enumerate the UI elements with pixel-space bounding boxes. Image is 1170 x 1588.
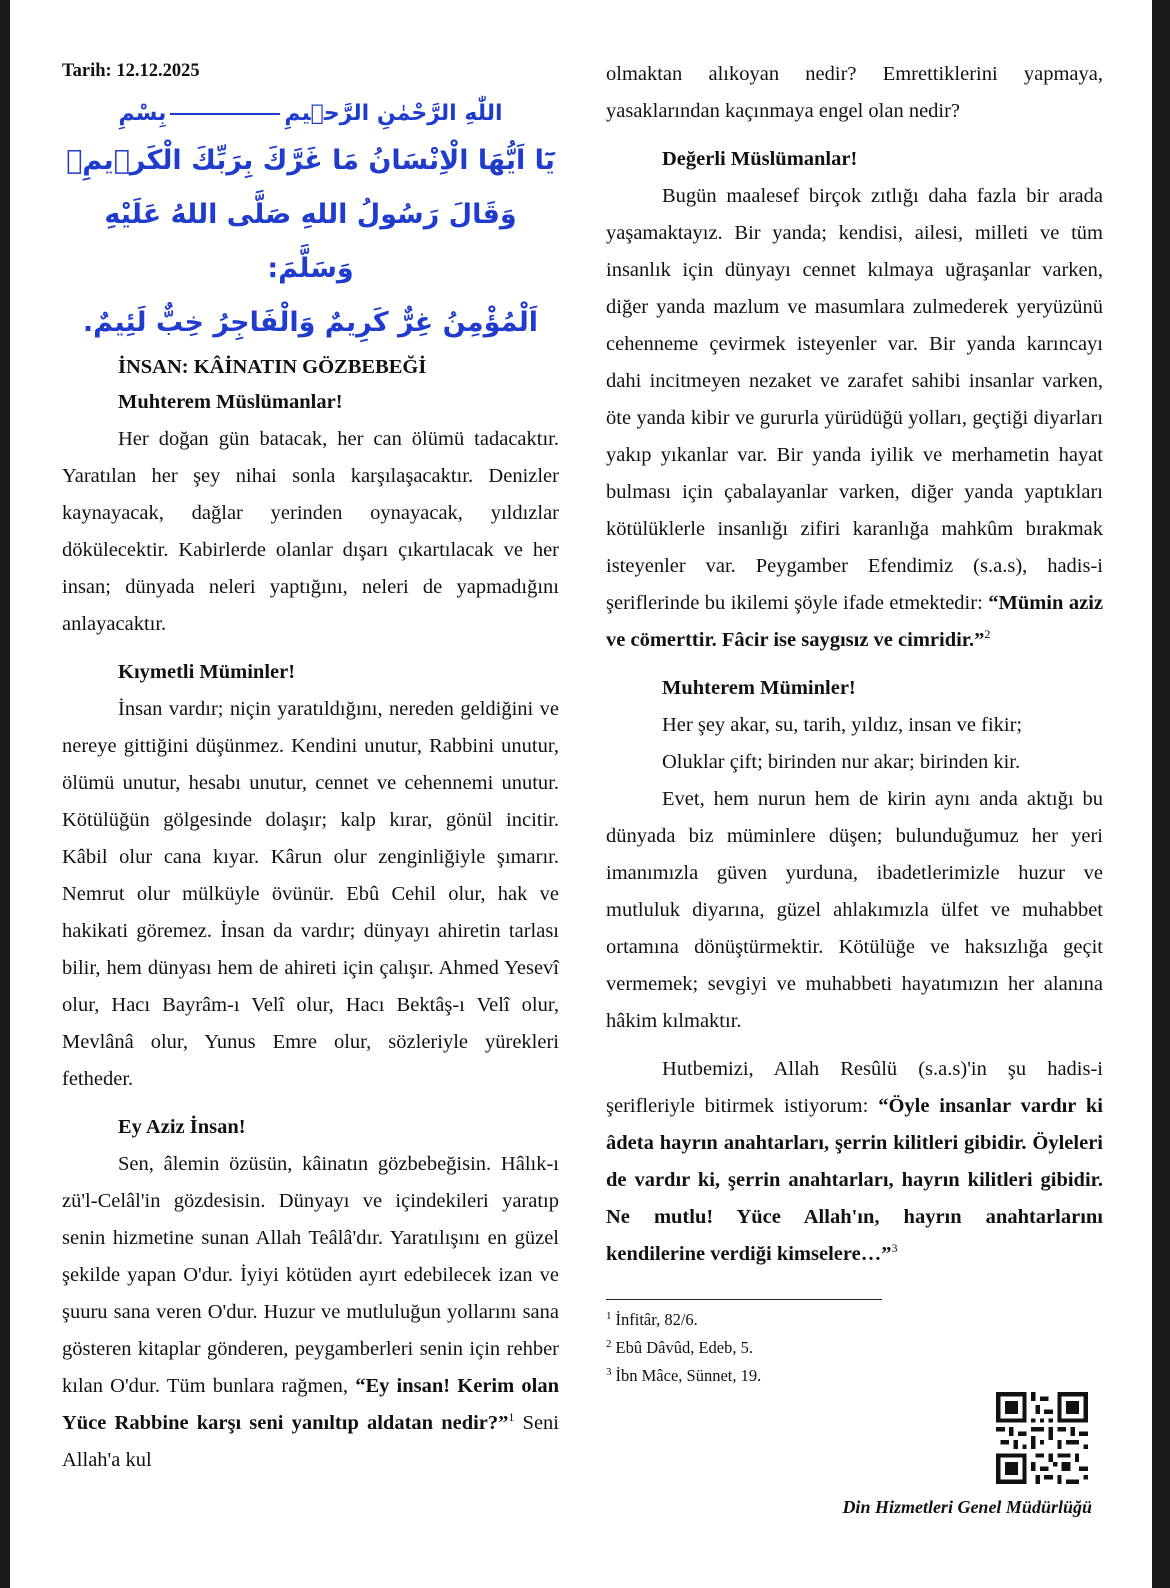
paragraph-closing [606, 1051, 1103, 1273]
basmala-calligraphy [62, 94, 559, 134]
arabic-hadith-text: اَلْمُؤْمِنُ غِرٌّ كَرِيمٌ وَالْفَاجِرُ خِبٌّ لَئِيمٌ. [82, 307, 539, 338]
basmala-name: اللّٰهِ الرَّحْمٰنِ الرَّح۪يمِ [284, 101, 503, 126]
paragraph-two-kinds-of-people: İnsan vardır; niçin yaratıldığını, nereden geldiğini ve nereye gittiğini düşünmez. Kendini unutur, Rabbini unutur, ölümü unutur, hesabı unutur, cennet ve cehennemi unutur. Kötülüğün gölgesinde dolaşır; kalp kırar, gönül incitir. Kâbil olur cana kıyar. Kârun olur zenginliğiyle şımarır. Nemrut olur mülküyle övünür. Ebû Cehil olur, hak ve hakikati göremez. İnsan da vardır; dünyayı ahiretin tarlası bilir, hem dünyası hem de ahireti için çalışır. Ahmed Yesevî olur, Hacı Bayrâm-ı Velî olur, Hacı Bektâş-ı Velî olur, Mevlânâ olur, Yunus Emre olur, sözleriyle yürekleri fetheder. [62, 698, 559, 1090]
paragraph-continuation: olmaktan alıkoyan nedir? Emrettiklerini yapmaya, yasaklarından kaçınmaya engel olan nedir? [606, 63, 1103, 122]
paragraph-contrasts-text: Bugün maalesef birçok zıtlığı daha fazla bir arada yaşamaktayız. Bir yanda; kendisi, ailesi, milleti ve tüm insanlık için dünyayı cennet kılmaya uğraşanlar varken, diğer yanda mazlum ve masumlara zulmederek yeryüzünü cehenneme çevirmek isteyenler var. Bir yanda karıncayı dahi incitmeyen nezaket ve zarafet sahibi insanlar varken, öte yanda kibir ve gururla yürüdüğü yolları, geçtiği diyarları yakıp yıkanlar var. Bir yanda iyilik ve merhametin hayat bulması için çabalayanlar varken, diğer yanda yaptıkları kötülüklerle insanlığı zifiri karanlığa mahkûm bırakmak isteyenler var. Peygamber Efendimiz (s.a.s), hadis-i şeriflerinde bu ikilemi şöyle ifade etmektedir: [606, 185, 1103, 614]
footnote-3-text: İbn Mâce, Sünnet, 19. [615, 1366, 762, 1385]
left-page-edge [0, 0, 10, 1588]
arabic-hadith-intro: وَقَالَ رَسُولُ اللهِ صَلَّى اللهُ عَلَيْهِ وَسَلَّمَ: [104, 199, 517, 284]
footnote-ref-3: 3 [891, 1241, 898, 1256]
arabic-verse-line: يَٓا اَيُّهَا الْاِنْسَانُ مَا غَرَّكَ بِرَبِّكَ الْكَر۪يمِۙ [66, 145, 555, 176]
footnote-ref-1: 1 [508, 1410, 515, 1425]
footnote-3-number: 3 [606, 1365, 612, 1378]
heading-muhterem-muslumanlar: Muhterem Müslümanlar! [118, 391, 343, 413]
footnote-separator [606, 1299, 882, 1300]
basmala-stroke [170, 113, 280, 115]
footnote-1-text: İnfitâr, 82/6. [615, 1310, 698, 1329]
qr-code-icon [996, 1392, 1088, 1484]
hadith-quote-mumin: “Mümin aziz ve cömerttir. Fâcir ise saygısız ve cimridir.” [606, 592, 1103, 651]
footnote-1-number: 1 [606, 1309, 612, 1322]
paragraph-creation-text: Sen, âlemin özüsün, kâinatın gözbebeğisin. Hâlık-ı zü'l-Celâl'in gözdesisin. Dünyayı ve içindekileri yaratıp senin hizmetine sunan Allah Teâlâ'dır. Yaratılışını en güzel şekilde yapan O'dur. İyiyi kötüden ayırt edebilecek izan ve şuuru sana veren O'dur. Huzur ve mutluluğun yollarını sana gösteren kitaplar gönderen, peygamberleri senin için rehber kılan O'dur. Tüm bunlara rağmen, [62, 1153, 559, 1397]
paragraph-closing-text: Hutbemizi, Allah Resûlü (s.a.s)'in şu hadis-i şerifleriyle bitirmek istiyorum: [606, 1058, 1103, 1117]
sermon-page [10, 0, 1152, 1588]
footnote-2-number: 2 [606, 1337, 612, 1350]
sermon-title: İNSAN: KÂİNATIN GÖZBEBEĞİ [118, 356, 427, 378]
right-column [606, 56, 1103, 1390]
quran-quote: “Ey insan! Kerim olan Yüce Rabbine karşı seni yanıltıp aldatan nedir?” [62, 1375, 559, 1434]
footnote-3 [606, 1362, 1103, 1390]
heading-degerli-muslumanlar: Değerli Müslümanlar! [662, 148, 858, 170]
footnote-2-text: Ebû Dâvûd, Edeb, 5. [615, 1338, 753, 1357]
footnote-2 [606, 1334, 1103, 1362]
poem-line-2: Oluklar çift; birinden nur akar; birinden kir. [662, 751, 1021, 773]
poem-line-1: Her şey akar, su, tarih, yıldız, insan ve fikir; [662, 714, 1023, 736]
signature-directorate: Din Hizmetleri Genel Müdürlüğü [842, 1497, 1092, 1517]
paragraph-creation [62, 1146, 559, 1479]
heading-muhterem-muminler: Muhterem Müminler! [662, 677, 856, 699]
heading-ey-aziz-insan: Ey Aziz İnsan! [118, 1116, 246, 1138]
left-column [62, 56, 559, 1479]
right-page-edge [1152, 0, 1170, 1588]
paragraph-our-duty: Evet, hem nurun hem de kirin aynı anda aktığı bu dünyada biz müminlere düşen; bulunduğumuz her yeri imanımızla güven yurduna, ibadetlerimizle huzur ve mutluluk diyarına, güzel ahlakımızla ülfet ve muhabbet ortamına dönüştürmektir. Kötülüğe ve haksızlığa geçit vermemek; sevgiyi ve muhabbeti hayatımızın her alanına hâkim kılmaktır. [606, 788, 1103, 1032]
hadith-quote-keys: “Öyle insanlar vardır ki âdeta hayrın anahtarları, şerrin kilitleri gibidir. Öyleleri de vardır ki, şerrin anahtarları, hayrın kilitleri gibidir. Ne mutlu! Yüce Allah'ın, hayrın anahtarlarını kendilerine verdiği kimselere…” [606, 1095, 1103, 1265]
paragraph-contrasts [606, 178, 1103, 659]
heading-kiymetli-muminler: Kıymetli Müminler! [118, 661, 296, 683]
date-label: Tarih: 12.12.2025 [62, 61, 200, 81]
footnote-ref-2: 2 [984, 627, 991, 642]
footnote-1 [606, 1306, 1103, 1334]
basmala-bismi: بِسْمِ [118, 101, 167, 126]
paragraph-death: Her doğan gün batacak, her can ölümü tadacaktır. Yaratılan her şey nihai sonla karşılaşacaktır. Denizler kaynayacak, dağlar yerinden oynayacak, yıldızlar dökülecektir. Kabirlerde olanlar dışarı çıkartılacak ve her insan; dünyada neleri yaptığını, neleri de yapmadığını anlayacaktır. [62, 428, 559, 635]
paragraph-creation-end: Seni Allah'a kul [62, 1412, 559, 1471]
